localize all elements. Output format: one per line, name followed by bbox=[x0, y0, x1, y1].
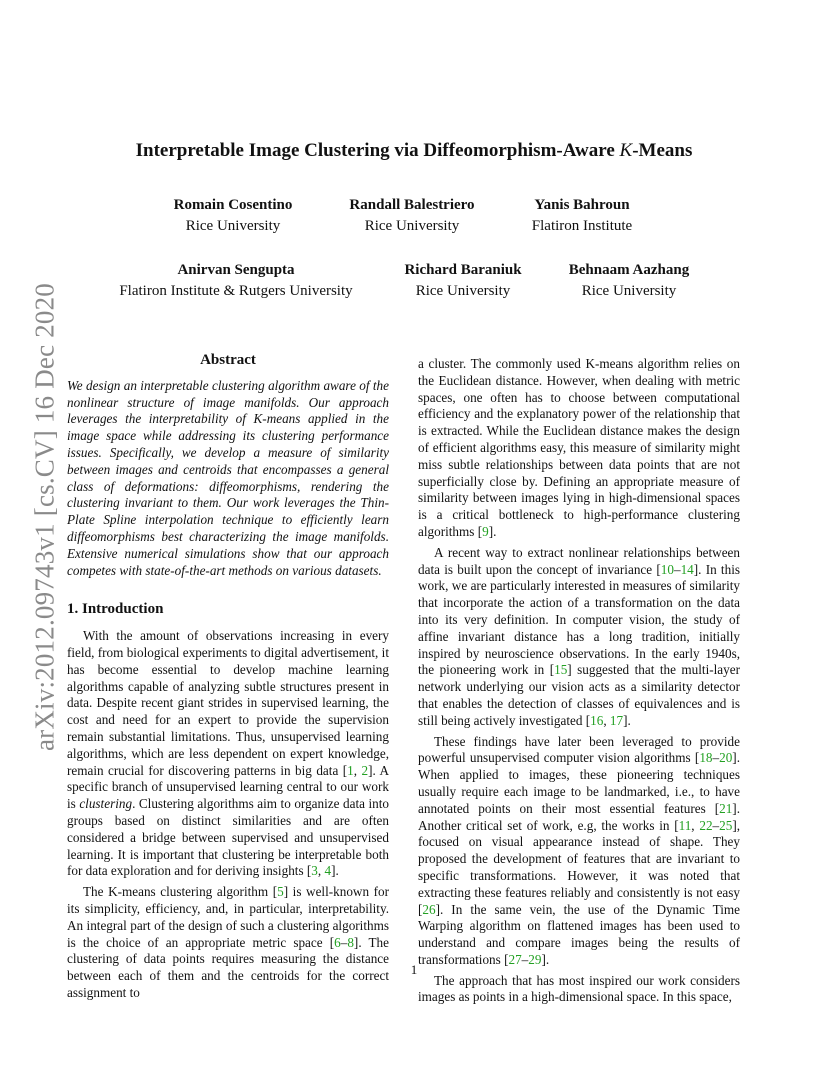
citation-link[interactable]: 15 bbox=[554, 662, 568, 678]
citation-link[interactable]: 29 bbox=[528, 951, 542, 967]
intro-paragraph bbox=[67, 884, 389, 1002]
citation-link[interactable]: 2 bbox=[361, 762, 369, 778]
page-number: 1 bbox=[410, 962, 418, 977]
abstract-heading: Abstract bbox=[200, 352, 256, 368]
citation-link[interactable]: 26 bbox=[422, 901, 436, 917]
author-affiliation: Rice University bbox=[415, 283, 511, 299]
text-run: a cluster. The commonly used K-means algorithm relies on the Euclidean distance. However, when dealing with metric spaces, one often has to choose between computational efficiency and the explanatory power of the relationship that is extracted. While the Euclidean distance makes the design of efficient algorithms easy, this measure of similarity might miss subtle relationships between data points that are not superficially close by. Defining an appropriate measure of similarity between images lying in high-dimensional spaces is a critical bottleneck to high-performance clustering algorithms [ bbox=[418, 356, 740, 539]
author-block bbox=[512, 195, 652, 237]
section-heading: 1. Introduction bbox=[67, 601, 164, 618]
intro-paragraph bbox=[418, 545, 740, 730]
text-run: ]. In the same vein, the use of the Dynamic Time Warping algorithm on flattened images has been used to understand and compare images being the results of transformations [ bbox=[418, 901, 740, 967]
paper-title bbox=[60, 140, 768, 162]
text-run: – bbox=[521, 951, 529, 967]
text-run: The approach that has most inspired our work considers images as points in a high-dimensional space. In this space, bbox=[418, 972, 740, 1005]
author-block bbox=[332, 195, 492, 237]
title-text-before: Interpretable Image Clustering via Diffeomorphism-Aware bbox=[135, 140, 620, 161]
citation-link[interactable]: 17 bbox=[609, 712, 624, 728]
text-run: ]. When applied to images, these pioneering techniques usually require each image to be landmarked, i.e., to have annotated points on their most essential features [ bbox=[418, 750, 740, 816]
author-affiliation: Rice University bbox=[185, 218, 281, 234]
text-run: ]. In this work, we are particularly interested in measures of similarity that incorporate the action of a transformation on the data into its very definition. In computer vision, the study of affine invariant distance has a long tradition, initially inspired by neuroscience observations. In the early 1940s, the pioneering work in [ bbox=[418, 561, 740, 678]
text-run: ] suggested that the multi-layer network underlying our vision acts as a similarity detector that enables the detection of classes of equivalences and is still being actively investigated [ bbox=[418, 662, 740, 728]
citation-link[interactable]: 25 bbox=[719, 817, 733, 833]
text-run: ]. bbox=[623, 712, 631, 728]
text-run: , bbox=[603, 712, 610, 728]
text-run: , bbox=[317, 863, 325, 879]
author-affiliation: Rice University bbox=[364, 218, 460, 234]
text-run: ]. The clustering of data points requires measuring the distance between each of them and the centroids for the correct assignment to bbox=[67, 934, 389, 1000]
text-run: ], focused on visual appearance instead of shape. They proposed the development of features that are invariant to specific transformations. However, it was noted that extracting these features reliably and consistently is not easy [ bbox=[418, 817, 741, 917]
citation-link[interactable]: 16 bbox=[590, 712, 604, 728]
citation-link[interactable]: 6 bbox=[334, 934, 341, 950]
citation-link[interactable]: 9 bbox=[482, 523, 489, 539]
citation-link[interactable]: 11 bbox=[678, 817, 692, 833]
citation-link[interactable]: 14 bbox=[680, 561, 694, 577]
text-run: ]. Another critical set of work, e.g, the works in [ bbox=[418, 800, 740, 833]
author-affiliation: Flatiron Institute & Rutgers University bbox=[119, 283, 353, 299]
arxiv-id-text: arXiv:2012.09743v1 [cs.CV] 16 Dec 2020 bbox=[29, 282, 60, 752]
text-run: , bbox=[691, 817, 700, 833]
text-run: ]. bbox=[488, 523, 497, 539]
author-name: Yanis Bahroun bbox=[534, 197, 630, 213]
text-run: – bbox=[340, 934, 348, 950]
text-run: ]. bbox=[331, 863, 339, 879]
author-block bbox=[158, 195, 308, 237]
title-k-symbol: K bbox=[619, 140, 633, 161]
author-name: Behnaam Aazhang bbox=[568, 262, 690, 278]
emphasis-text: clustering bbox=[79, 796, 133, 812]
author-affiliation: Rice University bbox=[581, 283, 677, 299]
text-run: ] is well-known for its simplicity, efficiency, and, in particular, interpretability. An integral part of the design of such a clustering algorithms is the choice of an appropriate metric space [ bbox=[67, 884, 390, 950]
citation-link[interactable]: 1 bbox=[347, 762, 354, 778]
text-run: ]. bbox=[541, 951, 550, 967]
text-run: ]. A specific branch of unsupervised learning central to our work is bbox=[67, 762, 390, 812]
intro-paragraph bbox=[67, 628, 389, 880]
arxiv-identifier bbox=[28, 278, 62, 756]
citation-link[interactable]: 3 bbox=[311, 863, 318, 879]
citation-link[interactable]: 27 bbox=[508, 951, 522, 967]
author-name: Richard Baraniuk bbox=[404, 262, 522, 278]
text-run: , bbox=[353, 762, 362, 778]
author-name: Anirvan Sengupta bbox=[177, 262, 295, 278]
text-run: – bbox=[712, 817, 720, 833]
author-affiliation: Flatiron Institute bbox=[531, 218, 633, 234]
citation-link[interactable]: 5 bbox=[277, 884, 284, 900]
left-column bbox=[67, 352, 389, 1006]
author-name: Randall Balestriero bbox=[349, 197, 475, 213]
text-run: These findings have later been leveraged to provide powerful unsupervised computer vision algorithms [ bbox=[418, 733, 740, 766]
citation-link[interactable]: 10 bbox=[660, 561, 674, 577]
abstract-body: We design an interpretable clustering algorithm aware of the nonlinear structure of image manifolds. Our approach leverages the interpretability of K-means applied in the image space while addressing its clustering performance issues. Specifically, we develop a measure of similarity between images and centroids that encompasses a general class of deformations: diffeomorphisms, rendering the clustering invariant to them. Our work leverages the Thin-Plate Spline interpolation technique to efficiently learn diffeomorphisms best characterizing the image manifolds. Extensive numerical simulations show that our approach competes with state-of-the-art methods on various datasets. bbox=[67, 377, 389, 578]
intro-paragraph bbox=[418, 734, 740, 969]
citation-link[interactable]: 20 bbox=[719, 750, 733, 766]
author-block bbox=[392, 260, 534, 302]
text-run: – bbox=[712, 750, 720, 766]
text-run: The K-means clustering algorithm [ bbox=[83, 884, 278, 900]
citation-link[interactable]: 21 bbox=[719, 800, 733, 816]
right-column bbox=[418, 356, 740, 1010]
text-run: . Clustering algorithms aim to organize data into groups based on distinct similarities and are often considered a bridge between supervised and unsupervised learning. It is important that clustering be interpretable both for data exploration and for deriving insights [ bbox=[67, 796, 389, 879]
author-block bbox=[556, 260, 702, 302]
citation-link[interactable]: 4 bbox=[324, 863, 332, 879]
text-run: – bbox=[673, 561, 681, 577]
author-name: Romain Cosentino bbox=[173, 197, 293, 213]
citation-link[interactable]: 18 bbox=[699, 750, 713, 766]
author-block bbox=[106, 260, 366, 302]
intro-paragraph bbox=[418, 356, 740, 541]
citation-link[interactable]: 8 bbox=[347, 934, 354, 950]
text-run: A recent way to extract nonlinear relationships between data is built upon the concept of invariance [ bbox=[418, 544, 740, 577]
text-run: With the amount of observations increasing in every field, from biological experiments to digital advertisement, it has become essential to develop machine learning algorithms capable of analyzing subtle structures present in data. Despite recent giant strides in supervised learning, the cost and need for an expert to provide the supervision remain substantial limitations. Thus, unsupervised learning algorithms, which are less dependent on expert knowledge, remain crucial for discovering patterns in big data [ bbox=[67, 628, 389, 778]
citation-link[interactable]: 22 bbox=[699, 817, 713, 833]
title-text-after: -Means bbox=[632, 140, 693, 161]
